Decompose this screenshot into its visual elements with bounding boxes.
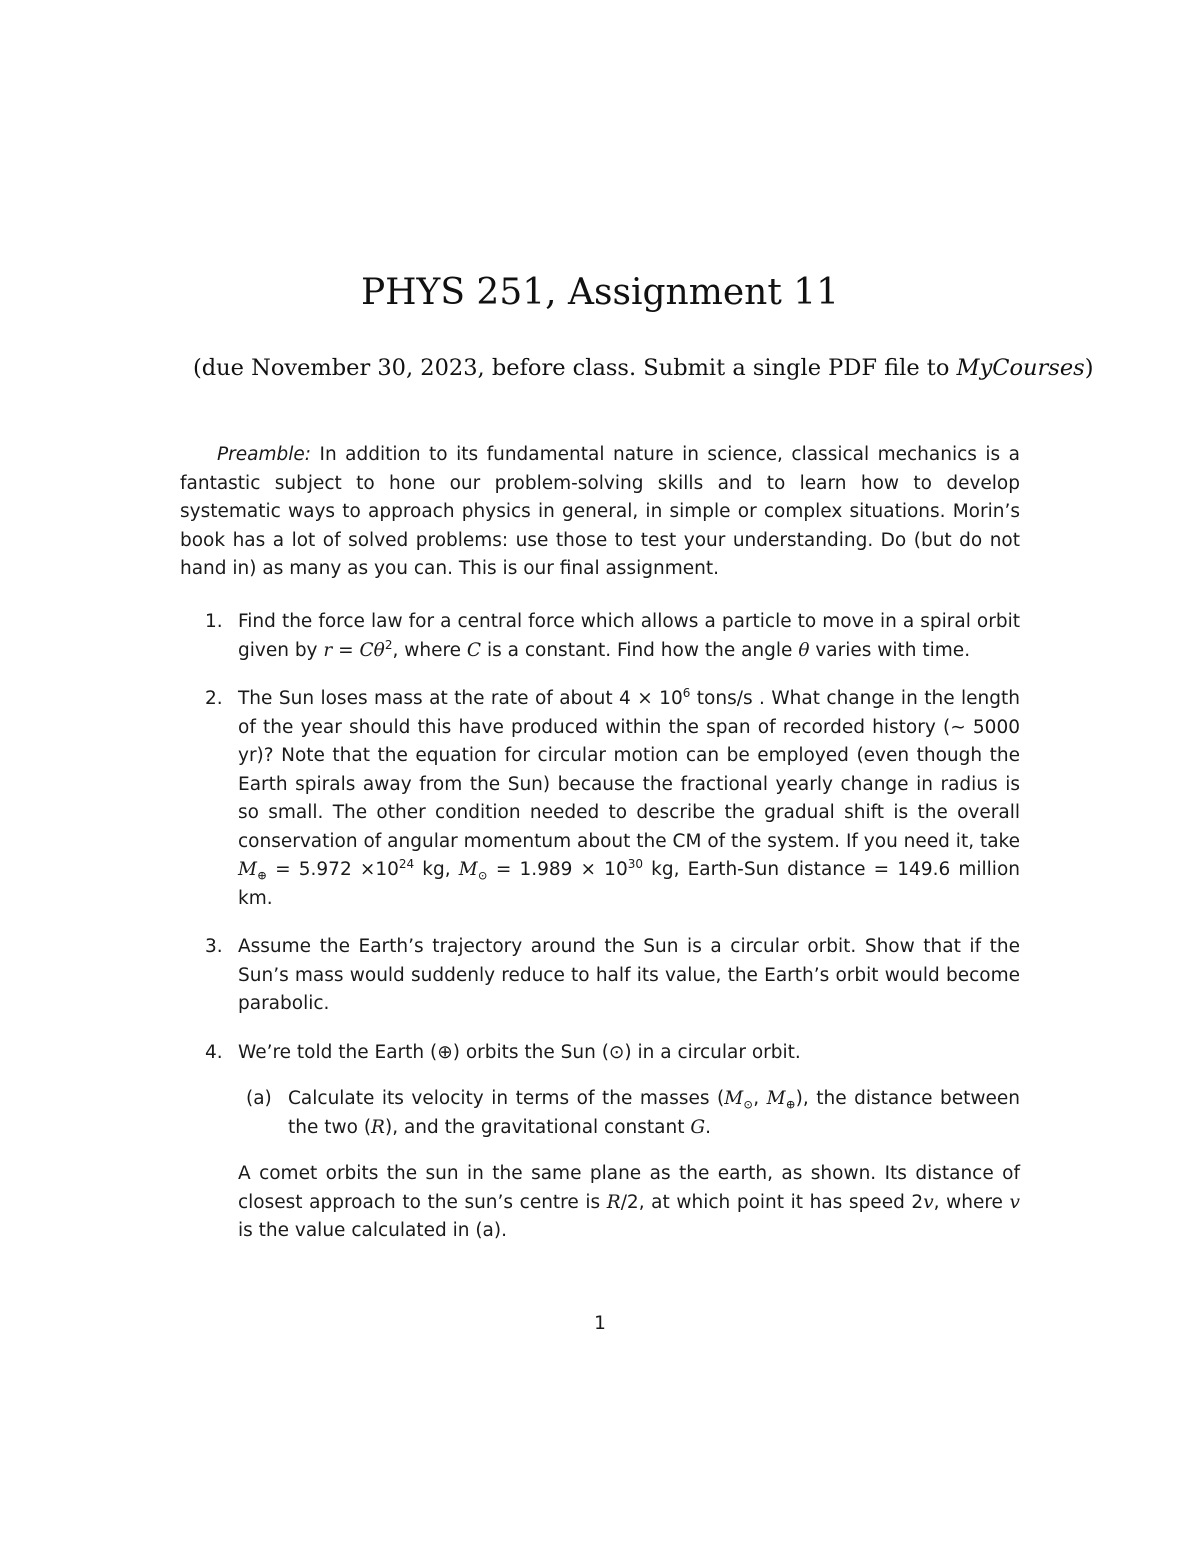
comet-paragraph <box>238 1160 1020 1246</box>
math-theta: θ <box>373 639 385 661</box>
problem-3 <box>180 933 1020 1019</box>
problem-number: 1. <box>205 611 223 632</box>
text-run: , <box>753 1088 767 1109</box>
due-date-text: (due November 30, 2023, before class. Submit a single PDF file to <box>193 355 957 381</box>
problem-2 <box>180 685 1020 913</box>
subproblem-label: (a) <box>246 1088 272 1109</box>
problem-number: 4. <box>205 1041 223 1063</box>
text-run: Calculate its velocity in terms of the masses ( <box>288 1088 725 1109</box>
subproblem-a <box>238 1085 1020 1142</box>
text-run: = 1.989 × 10 <box>487 859 628 880</box>
text-run: Find the force law for a central force which allows a particle to move in a spiral orbit given by <box>238 611 1020 661</box>
text-run: A comet orbits the sun in the same plane as the earth, as shown. Its distance of closest approach to the sun’s centre is <box>238 1163 1020 1213</box>
due-date-line <box>193 350 1153 386</box>
sun-symbol: ⊙ <box>477 868 488 883</box>
text-run: = <box>332 639 360 661</box>
problem-4 <box>180 1039 1020 1246</box>
text-run: = 5.972 ×10 <box>267 859 399 880</box>
math-v: v <box>923 1191 934 1213</box>
text-run: /2, at which point it has speed 2 <box>620 1191 924 1213</box>
mycourses-name: MyCourses <box>956 355 1085 381</box>
math-mass-earth: M <box>238 859 257 880</box>
problem-text: We’re told the Earth (⊕) orbits the Sun (⊙) in a circular orbit. <box>238 1041 801 1063</box>
page-number: 1 <box>594 1313 606 1334</box>
exponent: 6 <box>682 685 691 700</box>
exponent: 2 <box>384 637 393 652</box>
math-v: v <box>1009 1191 1020 1213</box>
text-run: is a constant. Find how the angle <box>481 639 799 661</box>
problem-number: 3. <box>205 936 223 957</box>
text-run: kg, <box>414 859 459 880</box>
problem-text: Assume the Earth’s trajectory around the Sun is a circular orbit. Show that if the Sun’s mass would suddenly reduce to half its value, the Earth’s orbit would become parabolic. <box>238 936 1020 1014</box>
exponent: 24 <box>398 856 415 871</box>
math-mass-earth: M <box>766 1088 786 1109</box>
document-title: PHYS 251, Assignment 11 <box>360 272 840 313</box>
preamble-label: Preamble: <box>217 444 311 465</box>
math-mass-sun: M <box>458 859 478 880</box>
text-run: The Sun loses mass at the rate of about 4 × 10 <box>238 688 683 709</box>
math-r: r <box>323 639 333 661</box>
earth-symbol: ⊕ <box>256 868 268 883</box>
text-run: ), and the gravitational constant <box>384 1116 691 1138</box>
problem-text <box>238 608 1020 665</box>
math-g: G <box>690 1116 706 1138</box>
earth-symbol: ⊕ <box>785 1097 796 1112</box>
sun-symbol: ⊙ <box>743 1097 754 1112</box>
math-mass-sun: M <box>724 1088 744 1109</box>
math-r-distance: R <box>371 1116 385 1138</box>
math-r-distance: R <box>606 1191 621 1213</box>
text-run: is the value calculated in (a). <box>238 1220 507 1241</box>
preamble-text: In addition to its fundamental nature in science, classical mechanics is a fantastic subject to hone our problem-solving skills and to learn how to develop systematic ways to approach physics in general, in simple or complex situations. Morin’s book has a lot of solved problems: use those to test your understanding. Do (but do not hand in) as many as you can. This is our final assignment. <box>180 444 1020 579</box>
problem-text <box>238 685 1020 913</box>
problem-list <box>180 608 1020 1266</box>
math-theta: θ <box>798 639 810 661</box>
exponent: 30 <box>627 856 643 871</box>
preamble-paragraph <box>180 441 1020 584</box>
text-run: varies with time. <box>809 639 971 661</box>
math-c: C <box>466 639 482 661</box>
text-run: , where <box>392 639 467 661</box>
problem-number: 2. <box>205 688 223 709</box>
text-run: kg, Earth-Sun distance = 149.6 million km. <box>238 859 1020 909</box>
text-run: ), the distance between the two ( <box>288 1088 1020 1138</box>
text-run: . <box>705 1116 712 1138</box>
math-c: C <box>359 639 374 661</box>
text-run: tons/s . What change in the length of the year should this have produced within the span of recorded history (∼ 5000 yr)? Note that the equation for circular motion can be employed (even though the Earth spirals away from the Sun) because the fractional yearly change in radius is so small. The other condition needed to describe the gradual shift is the overall conservation of angular momentum about the CM of the system. If you need it, take <box>238 688 1020 852</box>
problem-1 <box>180 608 1020 665</box>
due-date-close: ) <box>1084 355 1094 381</box>
text-run: , where <box>933 1191 1010 1213</box>
